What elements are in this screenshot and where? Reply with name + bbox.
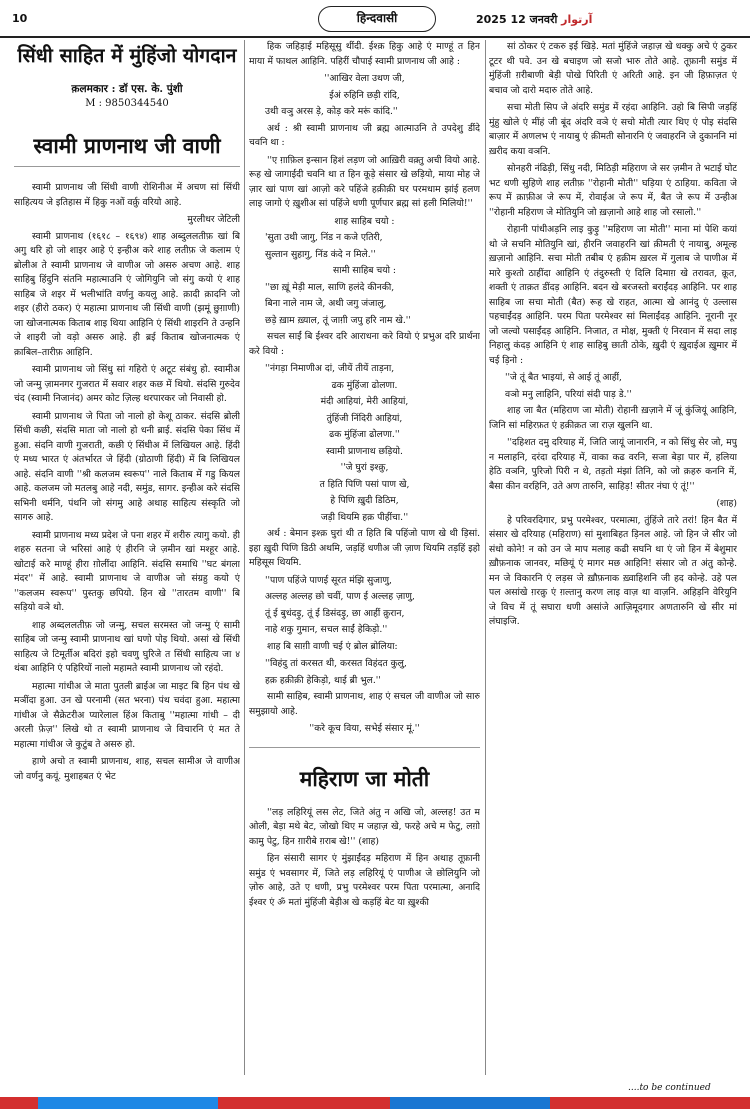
issue-date-text: 2025 12 जनवरी — [476, 13, 558, 26]
poem-line: त हिति पिणि पसां पाण खे, — [319, 478, 410, 490]
speaker-label: स्वामी प्राणनाथ छड़ियो. — [326, 445, 403, 457]
paragraph: स्वामी प्राणनाथ जे पिता जो नालो हो केशू ठाकर. संदसि ब्रोली सिंधी कछी, संदसि माता जो नालो हो धनी ब्राई. संदसि पेका सिंध में हुआ. संदनि वाणी गुजराती, कछी एं सिंधीअ में लिखियल आहे. हिंदी एं मध्य भारत एं अंतर्भारत जे हिंदी (ग्रोठाणी हिंदी) में बि लिखियल आहे. संदनि वाणी ''श्री कलजम स्वरूप'' नाले किताब में गडु कियल आहे. कलजम जो मतलबु आहे नदी, समुंड, सागर. इन्हीअ करे संदसि सभिनी धर्मनि, पंथनि जो संगमु आहे अथाह साहित्य संस्कृति जो सागरु आहे. — [14, 410, 240, 523]
paragraph: ''लड़ लहिरियूं लस लेट, जिते अंतु न अखि जो, अल्लह! उत म ओली, बेड़ा मथे बेट, जोखो थिए म जहाज़ खे, फरहे अचे म फेटु, लग़ो कामु पेटु, हिन ग़ारीबे ग़राब खे!'' (शाह) — [249, 806, 480, 847]
speaker-label: शाह साहिब चयो : — [334, 215, 395, 227]
paragraph: शाह जा बैत (महिराण जा मोती) रोहानी ख़ज़ाने में जूं कुंजियूं आहिनि, जिनि सां महिरफ़त एं हक़ीक़त जा राज़ खुलनि था. — [489, 405, 737, 431]
poem-line: ईअं रुहिनि छड़ी रांदि, — [329, 89, 400, 101]
paragraph: स्वामी प्राणनाथ मध्य प्रदेश जे पना शहर में शरीरु त्यागु कयो. ही शहरु सतना जे भरिसां आहे एं हीरनि जे ज़मीन खां मश्हूर आहे. खोटाई करे माण्हूं हीरा ग़ोलींदा आहिनि. संदसि समाधि ''घट बंगला मंदर'' में आहे. स्वामी प्राणनाथ जे वाणीअ जो संग्रहु कयो एं ''कलजम स्वरूप'' पुस्तकु छपियो. हिन खे ''तारतम वाणी'' बि सड़ियो वञे थो. — [14, 529, 240, 613]
paragraph: सचल साईं बि ईश्वर दरि आराधना करे वियो एं प्रभुअ दरि प्रार्थना करे वियो : — [249, 331, 480, 357]
poem-line: बिना नाले नाम जे, अथी जगु जंजालु, — [265, 298, 387, 309]
poem-line: मंदी आहियां, मेरी आहियां, — [320, 396, 409, 407]
section-heading-2: महिराण जा मोती — [249, 747, 480, 794]
paragraph: शाह अब्दललतीफ़ जो जन्मु, सचल सरमस्त जो जन्मु एं सामी साहिब जो जन्मु स्वामी प्राणनाथ खां घणो पोइ थियो. असां खे सिंधी साहित्य जे टिमूर्तीअ बदिरां इहो चवणु घुरिजे त सिंधी साहित्य जा ४ थंबा आहिनि एं पहिरियों नालो महामते स्वामी प्राणनाथ जो रहंदो. — [14, 619, 240, 674]
poem-line: ''जे घुरां इश्क़ु, — [340, 462, 389, 473]
paragraph: हे परिवरदिगार, प्रभु परमेश्वर, परमात्मा, तुंहिंजे तारे तरां! हिन बैत में संसार खे दरियाह (महिराण) सां मुशाबिहत ड़िनल आहे. जो हिन जे सीर जो संधो कोने! न को उन जे माप मलाह कढी सघनि था एं जो हिन में बेशुमार ख़ौफ़नाक जानवर, मछियूं एं मागर मछ आहिनि! संसार जो त अंतु कोन्हे. मन जे विकारनि एं लड़स जे ख़ौफ़नाक ख़्वाहिशनि जी हद कोन्हे. उहे पल पल असांखे ग़रक़ु एं ग़ल्तानु करण लाइ वाज़ था वाज़नि. अहिड़नि वेरियुनि जे विच में तूं सघारा धणी असांजे आज़िमूदगार अणतारुनि खे सीर मां लंघाइजि. — [489, 514, 737, 627]
paragraph: सामी साहिब, स्वामी प्राणनाथ, शाह एं सचल जी वाणीअ जो सारु समुझायो आहे. — [249, 691, 480, 717]
article-title: सिंधी साहित में मुंहिंजो योगदान — [17, 44, 237, 67]
byline: क़लमकार : डॉ एस. के. पुंशी — [71, 83, 183, 95]
poem-line: ''जे तूं बैत भाइयां, से आई तूं आहीं, — [505, 372, 622, 383]
footer-stripe — [390, 1097, 550, 1109]
column-divider — [244, 40, 245, 1075]
poem-block: ''दहिशत दमु दरियाह में, जिति जायूं जानारनि, न को सिंधु सेर जो, मपु न मलाहनि, दरंदा दरियाह में, वाका कढ वरनि, सजा बेड़ा पार में, हलिया हेठि वञनि, पुरिजो पिरी न थे, तड़तो मंझां तिनि, को जो क़हरु कननि में, बैसा कीन वरहिनि, उते अण तारुनि, साहिड़! सीतर नंघा एं तूं!'' — [489, 437, 737, 492]
paragraph: सोनहरी नंढिड़ी, सिंधु नदी, मिठिड़ी महिराण जे सर ज़मीन ते भटाई घोट भट धणी सुहिणे शाह लतीफ़ ''रोहानी मोती'' घड़िया एं ठाहिया. कविता जे रूप में क़ाफ़ीअ जे रूप में, रोवाईअ जे रूप में, बैत जे रूप में उन्हीअ ''रोहानी महिराण जे मोतियुनि जो ख़ज़ानो आहे शाह जो रसालो.'' — [489, 163, 737, 218]
column-divider — [485, 40, 486, 1075]
footer-bar — [0, 1097, 750, 1109]
paragraph: शाह बि साग़ी वाणी चई एं ब्रोल ब्रोलिया: — [267, 640, 398, 652]
paragraph: हाणे अचो त स्वामी प्राणनाथ, शाह, सचल सामीअ जे वाणीअ जो वर्णनु कयूं. मुशाहबत एं भेट — [14, 756, 240, 782]
poem-line: नाहे शकु गुमान, सचल साईं हेकिड़ो.'' — [265, 624, 388, 635]
poem-line: जड़ी थियमि हक़ पीहींचा.'' — [320, 511, 409, 523]
paragraph: हिन संसारी सागर एं मुंझाईंदड़ महिराण में हिन अथाह तूफ़ानी समुंड एं भवसागर में, जिते लड़ लहिरियूं एं पाणीअ जे छोलियुनि जो ज़ोरु आहे, उते ए धणी, प्रभु परमेश्वर परम पिता परमात्मा, अनादि ईश्वर एं ॐ मतां मुंहिंजी बेड़ीअ खे कड़हिं बेट या ख़ुश्की — [249, 853, 480, 908]
poem-line: ढक मुंहिंजा ढोलणा.'' — [329, 429, 400, 440]
paragraph: अर्थ : श्री स्वामी प्राणनाथ जी ब्रह्म आत्माउनि ते उपदेशु डींदे चवनि था : — [249, 122, 480, 148]
paragraph: ''ए ग़ाफ़िल इन्सान हिशं लड़ण जो आख़िरी वक़्तु अची वियो आहे. रूह खे जागाईदी चवनि था त हिन कूड़े संसार खे छड़ियो, माया मोह जे ज़ार खां पाण खां आज़ो करे पहिंजे हक़ीक़ी घर परमधाम झांई हलण लाइ जागो एं ख़ुशीअ सां पहिंजे धणी पूर्णपार ब्रह्म सां हली मिलियो!'' — [249, 154, 480, 209]
column-3 — [489, 40, 737, 1080]
issue-day: آرتوار — [561, 13, 593, 26]
paragraph: हिक जहिड़ाई महिसूसु थींदी. ईश्क़ हिकु आहे एं माण्हूं त हिन माया में फाथल आहिनि. पहिरीं चौपाई स्वामी प्राणनाथ जी आहे : — [249, 41, 480, 67]
mobile-number: M : 9850344540 — [85, 98, 169, 109]
poem-line: वञो मनु लाहिनि, परियां संदी पाड़ डे.'' — [505, 388, 632, 400]
poem-line: तुंहिंजी निंदिरी आहियां, — [326, 412, 403, 424]
footer-stripe — [38, 1097, 218, 1109]
poem-line: सुल्तान सुहागु, निंड कंदे न मिले.'' — [265, 248, 376, 260]
poem-line: ''छा ख़ूं मेड़ी माल, साणि हलंदे कीनकी, — [265, 281, 395, 293]
page-header — [0, 0, 750, 38]
poem-line: उथी वञु अरस ड़े, कोड़ करे मरूं कांदि.'' — [265, 106, 398, 117]
paragraph: अर्थ : बेमान इश्क़ घुरां थी त हिति बि पहिंजो पाण खे थी ड़िसां. इहा ख़ुदी पिणि डिठी अथमि, जड़हिं धणीअ जी ज़ाण थियमि तड़हिं इहो महिसूस थियमि. — [249, 528, 480, 568]
poem-line: अल्लह अल्लह छो चवीं, पाण ई अल्लह ज़ाणु, — [265, 591, 415, 602]
poem-line: ''आखिर वेला उथण जी, — [324, 73, 405, 84]
paragraph: सां ठोकर एं टकरु इई खिड़े. मतां मुंहिंजे जहाज़ खे धक्कु अचे एं ठुकर टूटर थी पवे. उन खे बचाइण जो सजो भारु तोते आहे. तूफ़ानी समुंड में मुंहिंजी ग़रीबाणी बेड़ी पोखे पिरिती एं अरिती आहे. इन जी हिफ़ाज़त एं बचाव जो दारो मदारु तोते आहे. — [489, 41, 737, 96]
page-number: 10 — [12, 12, 28, 25]
paragraph: महात्मा गांधीअ जे माता पुतली ब्राईअ जा माइट बि हिन पंथ खे मञींदा हुआ. उन खे परनामी (सत भरना) पंथ चवंदा हुआ. महात्मा गांधीअ जे सैक्रेटरीअ प्यारेलाल हिंअ किताबु ''महात्मा गांधी – दी अरली फ़ेज़'' लिखे थो त स्वामी प्राणनाथ जे विचारनि एं मत ते महात्मा गांधीअ जे कुटुंब ते असरु हो. — [14, 680, 240, 750]
attribution: (शाह) — [716, 498, 737, 509]
paragraph: स्वामी प्राणनाथ (१६१८ – १६९४) शाह अब्दुललतीफ़ खां बि अगु थरि हो जो शाइर आहे एं इन्हीअ करे शाह लतीफ़ जे कलाम एं ब्रोलीअ ते स्वामी प्राणनाथ जे वाणीअ जो असरु अचण आहे. शाह साहिबु हिंदुनि संतनि महात्माउनि एं जोगियुनि जो संगु कयो एं शाह साहिब जे शइर में भलीभांति वर्णनु कयलु आहे. क़ादी क़ादनि जो शइर (हीरो ठकर) एं महात्मा प्राणनाथ जी सिंधी वाणी (झमूं छुग़ाणी) जा खोजनात्मक किताब शाइ थिया आहिनि एं सिंधी शाइरनि ते उन्हनि जे शाइरी जो वड़ो असरु आहे. ही ब्रई किताब खोजनात्मक एं क़ाबिल–तारीफ़ आहिनि. — [14, 230, 240, 358]
poem-line: 'सुता उथी जागु, निंड न कजे एतिरी, — [265, 232, 383, 243]
continued-note: ....to be continued — [628, 1083, 711, 1093]
column-2 — [249, 40, 480, 1080]
poem-line: हक़ हक़ीक़ी हेकिड़ो, थाई ब्री भुल.'' — [265, 674, 381, 686]
attribution: मुरलीधर जेटिली — [187, 214, 240, 225]
poem-line: ''पाण पहिंजे पाणई सूरत मंझि सुजाणु, — [265, 574, 392, 586]
newspaper-logo: हिन्दवासी — [318, 6, 436, 32]
poem-line: हे पिणि ख़ुदी डिठिम, — [330, 495, 399, 506]
poem-line: ''करे कूच विया, सभेई संसार मूं.'' — [309, 723, 420, 734]
section-heading: स्वामी प्राणनाथ जी वाणी — [14, 130, 240, 167]
paragraph: सचा मोती सिप जे अंदरि समुंड में रहंदा आहिनि. उहो बि सिपी जड़हिं मुंहु खोले एं मींहं जी बूंद अंदरि वञे एं सचो मोती त्यार थिए एं पोइ संदसि बाज़ार में अणलभ एं नायाबु एं क़ीमती सोनारनि एं जवाहरनि जे दुकाननि मां ख़रीद कया वञनि. — [489, 102, 737, 157]
column-1 — [14, 40, 240, 1080]
issue-date — [476, 12, 592, 27]
paragraph: स्वामी प्राणनाथ जी सिंधी वाणी रोशिनीअ में अचण सां सिंधी साहित्यय जे इतिहास में हिकु नओं वर्क़ु वरियो आहे. — [14, 182, 240, 208]
poem-line: तूं ई बुधंदड़ु, तूं ई डिसंदड़ु, छा आहीं क़ुरान, — [265, 607, 405, 619]
poem-line: ढक मुंहिंजा ढोलणा. — [331, 379, 398, 391]
speaker-label: सामी साहिब चयो : — [333, 265, 396, 276]
paragraph: स्वामी प्राणनाथ जो सिंधु सां गहिरो एं अटूट संबंधु हो. स्वामीअ जो जन्मु ज़ामनगर गुजरात में सवार शहर कछ में थियो. संदसि गुरुदेव चंद (स्वामी निजानंद) अमर कोट ज़िल्ह थरपारकर जो निवासी हो. — [14, 364, 240, 404]
paragraph: रोहानी पांधीअड़नि लाइ कुड़ु ''महिराण जा मोती'' माना मां पेशि कयां थो जे सचनि मोतियुनि खां, हीरनि जवाहरनि खां क़ीमती एं नायाबु, अमूल्ह ख़ज़ानो आहिनि. सचा मोती तबीब एं हक़ीम ख़रल में गुलाब जे पाणीअ में मारे कुश्तो ठाहींदा आहिनि एं तंदुरुस्ती एं दिलि दिमाग़ खे तरावत, क़ूत, शक्ती एं ताक़त डींदड़ आहिनि. बदन खे बरजस्तो बराईंदड़ आहिनि. पर शाह साहिब जा सचा मोती (बैत) रूह खे राहत, आत्मा खे आनंदु एं उल्लास पहचाईंदड़ आहिनि. परम पिता परमेश्वर सां मिलाईंदड़ आहिनि. नूरानी नूर जो जल्वो पसाईंदड़ आहिनि. निजात, त मोक्ष, मुक्ती एं निरवान में सदा लाइ निहालु कंदड़ आहिनि एं शाह साहिबु छाती ठोके, ख़ुदी एं ख़ुदाईअ ख़ुमार में चई ड़िनो : — [489, 224, 737, 366]
poem-line: ''नंगड़ा निमाणीअ दां, जीयें तीयें ताड़ना, — [265, 363, 395, 374]
poem-line: छड़े ख़ाम ख़्याल, तूं जाग़ी जपु हरि नाम खे.'' — [265, 314, 411, 326]
poem-line: ''विहंदु तां करसत थी, करसत विहंदत कुलु, — [265, 658, 407, 669]
